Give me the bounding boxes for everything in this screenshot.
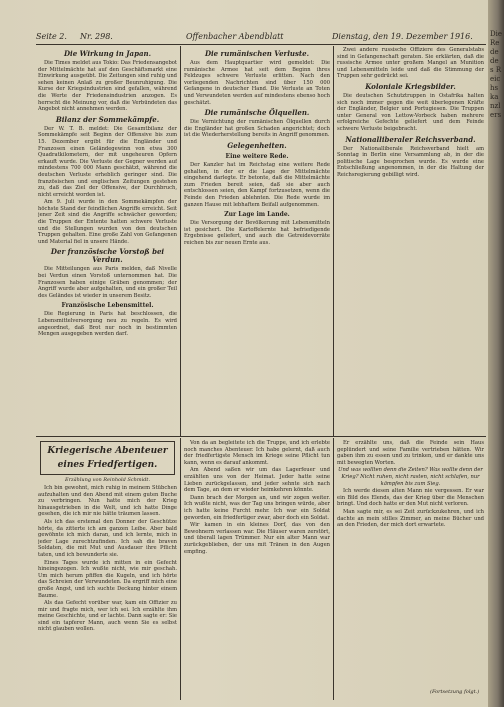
story-text: Man sagte mir, es sei Zeit zurückzukehren, und ich dachte an mein stilles Zimmer, an meine Bücher und an den Frieden, der mich dort erwartete. xyxy=(337,508,484,529)
headline: Die Wirkung in Japan. xyxy=(63,49,152,58)
issue-date: Dienstag, den 19. Dezember 1916. xyxy=(332,32,473,41)
article-text: Am 9. Juli wurde in den Sommekämpfen der höchste Stand der feindlichen Angriffe erreicht. Seit jener Zeit sind die Angriffe schwächer geworden; die Truppen der Entente hatten schwere Verluste und die Stellungen wurden von den deutschen Truppen gehalten. Eine große Zahl von Gefangenen und Material fiel in unsere Hände. xyxy=(38,199,177,245)
section-rule xyxy=(36,436,486,437)
story-text: Von da an begleitete ich die Truppe, und ich erlebte noch manches Abenteuer. Ich habe gelernt, daß auch der friedfertigste Mensch im Kriege seine Pflicht tun kann, wenn es darauf ankommt. xyxy=(184,440,330,466)
article-text: Der W. T. B. meldet: Die Gesamtbilanz der Sommekämpfe seit Beginn der Offensive bis zum 15. Dezember ergibt für die Engländer und Franzosen einen Geländegewinn von etwa 300 Quadratkilometern, der mit ungeheuren Opfern erkauft wurde. Die Verluste der Gegner werden auf mindestens 700 000 Mann geschätzt, während die deutschen Verluste erheblich geringer sind. Die französischen und englischen Zeitungen gestehen zu, daß das Ziel der Offensive, der Durchbruch, nicht erreicht worden ist. xyxy=(38,125,177,198)
headline: Zur Lage im Lande. xyxy=(224,211,290,219)
column-rule-1 xyxy=(180,46,181,436)
headline: Die rumänische Ölquellen. xyxy=(204,108,310,118)
story-text: Eines Tages wurde ich mitten in ein Gefecht hineingezogen. Ich wußte nicht, wie mir geschah. Um mich herum pfiffen die Kugeln, und ich hörte das Schreien der Verwundeten. Da ergriff mich eine große Angst, und ich suchte Deckung hinter einem Baume. xyxy=(38,559,177,599)
subheadline: Eine weitere Rede. xyxy=(225,152,289,160)
headline: Bilanz der Sommekämpfe. xyxy=(55,114,160,124)
story-text: Dann brach der Morgen an, und wir zogen weiter. Ich wußte nicht, was der Tag uns bringen würde, aber ich hatte keine Furcht mehr. Ich war ein Soldat geworden, ein friedfertiger zwar, aber doch ein Soldat. xyxy=(184,494,330,521)
adjacent-page-text: Die Rede des Reichskanzlers xyxy=(490,30,502,119)
feature-column-1 xyxy=(38,485,177,700)
feature-column-3 xyxy=(337,440,484,695)
page-header xyxy=(36,31,486,43)
column-rule-3 xyxy=(180,438,181,700)
story-text: Ich werde diesen alten Mann nie vergessen. Er war ein Bild des Elends, das der Krieg über die Menschen bringt. Und doch hatte er den Mut nicht verloren. xyxy=(337,488,484,508)
binding-edge xyxy=(488,0,504,707)
article-text: Die deutschen Schutztruppen in Ostafrika halten sich noch immer gegen die weit überlegenen Kräfte der Engländer, Belgier und Portugiesen. Die Truppen unter General von Lettow-Vorbeck haben mehrere erfolgreiche Gefechte geliefert und dem Feinde schwere Verluste beigebracht. xyxy=(337,92,484,132)
headline: Der französische Vorstoß bei Verdun. xyxy=(50,247,165,265)
feature-subtitle: Erzählung von Reinhold Schmidt. xyxy=(64,477,151,483)
headline: Koloniale Kriegsbilder. xyxy=(365,81,456,91)
headline: Französische Lebensmittel. xyxy=(61,302,154,310)
article-text: Zwei andere russische Offiziere des Generalstabs sind in Gefangenschaft geraten. Sie erklärten, daß die russische Armee unter großem Mangel an Munition und Lebensmitteln leide und daß die Stimmung der Truppen sehr gedrückt sei. xyxy=(337,47,484,80)
article-text: Die Times meldet aus Tokio: Das Friedensangebot der Mittelmächte hat auf den Geschäftsmarkt eine Einwirkung ausgeübt. Die Zeitungen sind ruhig und sehen keinen Anlaß zu großer Beunruhigung. Die Kurse der Kriegsindustrien sind gefallen, während die Werte der Friedensindustrien anzogen. Es herrscht die Meinung vor, daß die Verbündeten das Angebot nicht annehmen werden. xyxy=(38,60,177,113)
headline: Nationalliberaler Reichsverband. xyxy=(345,134,476,144)
article-text: Die Vernichtung der rumänischen Ölquellen durch die Engländer hat großen Schaden angerichtet; doch ist die Wiederherstellung bereits in Angriff genommen. xyxy=(184,119,330,139)
column-rule-4 xyxy=(333,438,334,700)
story-text: Am Abend saßen wir um das Lagerfeuer und erzählten uns von der Heimat. Jeder hatte seine Lieben zurückgelassen, und jeder sehnte sich nach dem Tage, an dem er wieder heimkehren könnte. xyxy=(184,467,330,494)
column-rule-2 xyxy=(333,46,334,436)
column-3 xyxy=(337,47,484,435)
feature-column-2 xyxy=(184,440,330,700)
story-text: Als ich das erstemal den Donner der Geschütze hörte, da zitterte ich am ganzen Leibe. Aber bald gewöhnte ich mich daran, und ich lernte, mich in jeder Lage zurechtzufinden. Ich sah die braven Soldaten, die mit Mut und Ausdauer ihre Pflicht taten, und ich bewunderte sie. xyxy=(38,518,177,558)
headline: Gelegenheiten. xyxy=(227,140,287,150)
article-text: Der Kanzler hat im Reichstag eine weitere Rede gehalten, in der er die Lage der Mittelmächte eingehend darlegte. Er betonte, daß die Mittelmächte zum Frieden bereit seien, daß sie aber auch entschlossen seien, den Kampf fortzusetzen, wenn die Feinde den Frieden ablehnten. Die Rede wurde im ganzen Hause mit lebhaftem Beifall aufgenommen. xyxy=(184,161,330,208)
article-text: Die Regierung in Paris hat beschlossen, die Lebensmittelversorgung neu zu regeln. Es wird angeordnet, daß Brot nur noch in bestimmten Mengen ausgegeben werden darf. xyxy=(38,311,177,338)
story-text: Ich bin gewohnt, mich ruhig in meinem Stübchen aufzuhalten und den Abend mit einem guten Buche zu verbringen. Nun hatte mich der Krieg hinausgetrieben in die Welt, und ich hatte Dinge gesehen, die ich mir nie hätte träumen lassen. xyxy=(38,485,177,518)
article-text: Aus dem Hauptquartier wird gemeldet: Die rumänische Armee hat seit dem Beginn ihres Feldzuges schwere Verluste erlitten. Nach den vorliegenden Nachrichten sind über 150 000 Gefangene in deutscher Hand. Die Verluste an Toten und Verwundeten werden auf mindestens ebenso hoch geschätzt. xyxy=(184,60,330,106)
story-text: Wir kamen in ein kleines Dorf, das von den Bewohnern verlassen war. Die Häuser waren zerstört, und überall lagen Trümmer. Nur ein alter Mann war zurückgeblieben, der uns mit Tränen in den Augen empfing. xyxy=(184,522,330,555)
article-text: Der Nationalliberale Reichsverband hielt am Sonntag in Berlin eine Versammlung ab, in der die politische Lage besprochen wurde. Es wurde eine Entschließung angenommen, in der die Haltung der Reichsregierung gebilligt wird. xyxy=(337,145,484,178)
column-2 xyxy=(184,47,330,435)
page-label: Seite 2. xyxy=(36,32,67,41)
continued-note: (Fortsetzung folgt.) xyxy=(430,689,480,695)
article-text: Die Versorgung der Bevölkerung mit Lebensmitteln ist gesichert. Die Kartoffelernte hat befriedigende Ergebnisse geliefert, und auch die Getreidevorräte reichen bis zur neuen Ernte aus. xyxy=(184,220,330,246)
story-text: Er erzählte uns, daß die Feinde sein Haus geplündert und seine Familie vertrieben hätten. Wir gaben ihm zu essen und zu trinken, und er dankte uns mit bewegten Worten. xyxy=(337,440,484,466)
article-text: Die Mitteilungen aus Paris melden, daß Nivelle bei Verdun einen Vorstoß unternommen hat. Die Franzosen haben einige Gräben genommen; der Angriff wurde aber aufgehalten, und ein großer Teil des Geländes ist wieder in unserem Besitz. xyxy=(38,266,177,299)
poem-text: Und was wollten denn die Zeiten? Was wollte denn der Krieg? Nicht ruhen, nicht rasten, nicht schlafen, nur kämpfen bis zum Sieg. xyxy=(338,467,483,487)
header-rule xyxy=(36,44,486,45)
feature-title: Kriegerische Abenteuer eines Friedfertigen. xyxy=(40,441,175,475)
issue-number: Nr. 298. xyxy=(80,32,113,41)
headline: Die rumänischen Verluste. xyxy=(204,49,310,58)
masthead: Offenbacher Abendblatt xyxy=(186,32,284,41)
story-text: Als das Gefecht vorüber war, kam ein Offizier zu mir und fragte mich, wer ich sei. Ich erzählte ihm meine Geschichte, und er lachte. Dann sagte er: Sie sind ein tapferer Mann, auch wenn Sie es selbst nicht glauben wollen. xyxy=(38,600,177,633)
column-1 xyxy=(38,47,177,435)
